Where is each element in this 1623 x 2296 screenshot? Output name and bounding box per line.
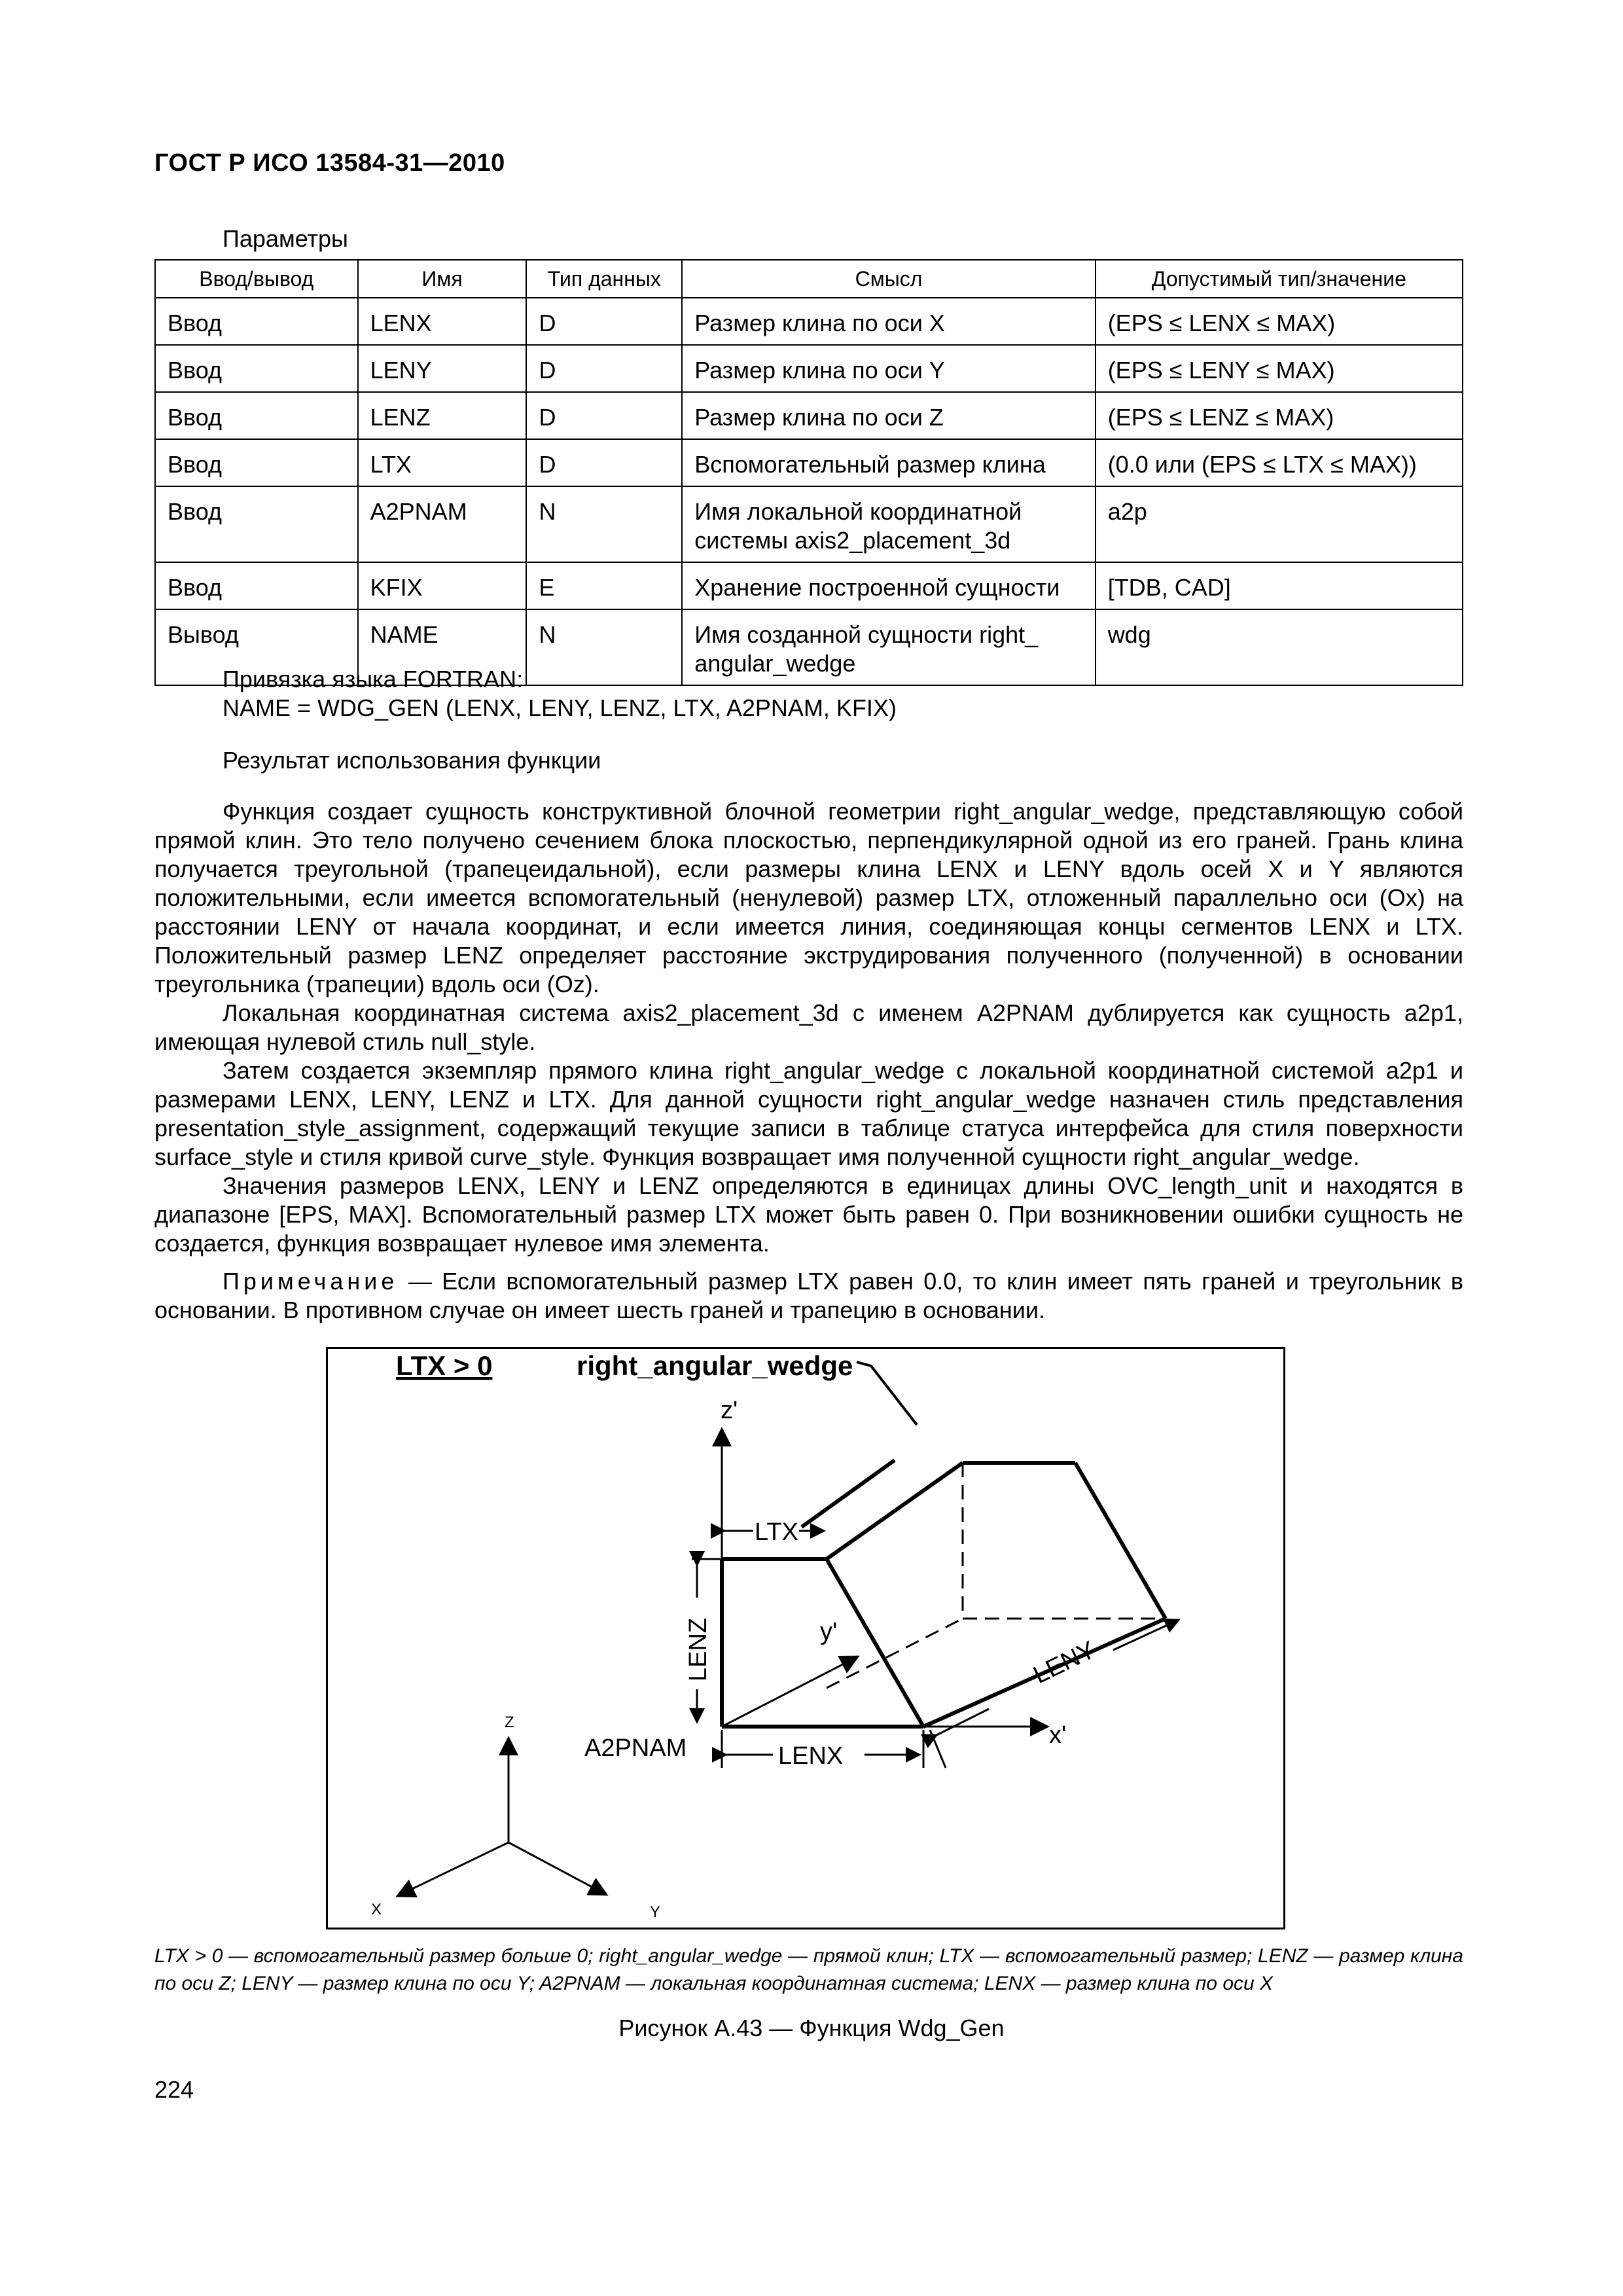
- table-header-cell: Смысл: [682, 260, 1095, 298]
- table-cell: (EPS ≤ LENZ ≤ MAX): [1096, 392, 1463, 439]
- table-header-row: [155, 260, 1463, 298]
- table-cell: N: [526, 609, 682, 685]
- wedge-figure: [326, 1347, 1285, 1929]
- table-cell: Имя созданной сущности right_ angular_wedge: [682, 609, 1095, 685]
- table-cell: Ввод: [155, 392, 358, 439]
- fortran-code: NAME = WDG_GEN (LENX, LENY, LENZ, LTX, A2PNAM, KFIX): [223, 694, 897, 721]
- leny-dimension-line-upper: [1113, 1620, 1179, 1650]
- figure-title-left: LTX > 0: [396, 1350, 493, 1381]
- table-cell: LENY: [358, 345, 527, 392]
- z-prime-label: z': [721, 1397, 738, 1424]
- table-cell: N: [526, 486, 682, 562]
- note: [154, 1267, 1463, 1325]
- table-cell: [TDB, CAD]: [1096, 562, 1463, 609]
- y-prime-axis: [722, 1657, 858, 1727]
- table-header-cell: Тип данных: [526, 260, 682, 298]
- page-number: 224: [154, 2076, 194, 2103]
- parameters-table: [154, 259, 1463, 686]
- table-header-cell: Допустимый тип/значение: [1096, 260, 1463, 298]
- table-cell: a2p: [1096, 486, 1463, 562]
- global-x-label: X: [371, 1901, 382, 1918]
- y-prime-label: y': [820, 1618, 838, 1645]
- a2pnam-label: A2PNAM: [584, 1734, 687, 1762]
- leny-label: LENY: [1029, 1636, 1100, 1690]
- global-x-axis: [397, 1842, 508, 1896]
- table-row: [155, 298, 1463, 345]
- table-cell: Ввод: [155, 562, 358, 609]
- global-y-label: Y: [650, 1903, 661, 1921]
- note-text: — Если вспомогательный размер LTX равен 0.0, то клин имеет пять граней и треугольник в основании. В противном случае он имеет шесть граней и трапецию в основании.: [154, 1268, 1463, 1323]
- table-cell: LENX: [358, 298, 527, 345]
- leny-dimension-line-lower: [936, 1709, 989, 1735]
- wedge-solid-edges: [722, 1460, 1166, 1727]
- global-z-label: Z: [505, 1713, 514, 1731]
- table-row: [155, 392, 1463, 439]
- table-cell: Ввод: [155, 486, 358, 562]
- fortran-label: Привязка языка FORTRAN:: [223, 666, 524, 692]
- x-prime-label: x': [1049, 1721, 1067, 1749]
- table-header-cell: Имя: [358, 260, 527, 298]
- ltx-label: LTX: [755, 1518, 798, 1546]
- figure-title-right: right_angular_wedge: [577, 1350, 853, 1381]
- table-cell: Размер клина по оси Y: [682, 345, 1095, 392]
- table-cell: D: [526, 392, 682, 439]
- table-cell: (EPS ≤ LENY ≤ MAX): [1096, 345, 1463, 392]
- wedge-hidden-edges: [827, 1463, 1166, 1688]
- table-row: [155, 345, 1463, 392]
- table-cell: Ввод: [155, 345, 358, 392]
- description: [154, 797, 1463, 1258]
- parameters-label: Параметры: [223, 225, 348, 252]
- table-cell: (0.0 или (EPS ≤ LTX ≤ MAX)): [1096, 439, 1463, 486]
- table-row: [155, 562, 1463, 609]
- paragraph-4: Значения размеров LENX, LENY и LENZ определяются в единицах длины OVC_length_unit и находятся в диапазоне [EPS, MAX]. Вспомогательный размер LTX может быть равен 0. При возникновении ошибки сущность не создается, функция возвращает нулевое имя элемента.: [154, 1172, 1463, 1257]
- leny-ext-lower: [930, 1730, 946, 1768]
- table-cell: Размер клина по оси Z: [682, 392, 1095, 439]
- title-leader-line: [857, 1362, 917, 1425]
- table-cell: (EPS ≤ LENX ≤ MAX): [1096, 298, 1463, 345]
- table-cell: LTX: [358, 439, 527, 486]
- table-cell: E: [526, 562, 682, 609]
- lenx-label: LENX: [778, 1742, 844, 1770]
- table-cell: Ввод: [155, 439, 358, 486]
- table-cell: Размер клина по оси X: [682, 298, 1095, 345]
- global-y-axis: [508, 1842, 607, 1895]
- table-cell: KFIX: [358, 562, 527, 609]
- figure-caption: LTX > 0 — вспомогательный размер больше 0; right_angular_wedge — прямой клин; LTX — вспомогательный размер; LENZ — размер клина по оси Z; LENY — размер клина по оси Y; A2PNAM — локальная координатная система; LENX — размер клина по оси X: [154, 1945, 1463, 1994]
- document-header: ГОСТ Р ИСО 13584-31—2010: [154, 149, 505, 177]
- table-cell: D: [526, 439, 682, 486]
- table-cell: NAME: [358, 609, 527, 685]
- table-cell: D: [526, 298, 682, 345]
- table-cell: Вывод: [155, 609, 358, 685]
- table-row: [155, 486, 1463, 562]
- note-label: Примечание: [223, 1268, 399, 1295]
- table-cell: Хранение построенной сущности: [682, 562, 1095, 609]
- paragraph-1: Функция создает сущность конструктивной блочной геометрии right_angular_wedge, представляющую собой прямой клин. Это тело получено сечением блока плоскостью, перпендикулярной одной из его граней. Грань клина получается треугольной (трапецеидальной), если размеры клина LENX и LENY вдоль осей X и Y являются положительными, если имеется вспомогательный (ненулевой) размер LTX, отложенный параллельно оси (Ox) на расстоянии LENY от начала координат, и если имеется линия, соединяющая концы сегментов LENX и LTX. Положительный размер LENZ определяет расстояние экструдирования полученного (полученной) в основании треугольника (трапеции) вдоль оси (Oz).: [154, 798, 1463, 997]
- table-cell: Вспомогательный размер клина: [682, 439, 1095, 486]
- table-cell: LENZ: [358, 392, 527, 439]
- table-cell: wdg: [1096, 609, 1463, 685]
- paragraph-3: Затем создается экземпляр прямого клина right_angular_wedge с локальной координатной системой a2p1 и размерами LENX, LENY, LENZ и LTX. Для данной сущности right_angular_wedge назначен стиль представления presentation_style_assignment, содержащий текущие записи в таблице статуса интерфейса для стиля поверхности surface_style и стиля кривой curve_style. Функция возвращает имя полученной сущности right_angular_wedge.: [154, 1057, 1463, 1170]
- figure-title: Рисунок A.43 — Функция Wdg_Gen: [618, 2015, 1005, 2041]
- table-cell: A2PNAM: [358, 486, 527, 562]
- paragraph-2: Локальная координатная система axis2_placement_3d с именем A2PNAM дублируется как сущность a2p1, имеющая нулевой стиль null_style.: [154, 999, 1463, 1055]
- result-label: Результат использования функции: [223, 747, 601, 774]
- table-header-cell: Ввод/вывод: [155, 260, 358, 298]
- table-cell: Ввод: [155, 298, 358, 345]
- lenz-label: LENZ: [685, 1617, 712, 1681]
- table-cell: Имя локальной координатной системы axis2_placement_3d: [682, 486, 1095, 562]
- table-cell: D: [526, 345, 682, 392]
- table-row: [155, 439, 1463, 486]
- wedge-diagram: [328, 1349, 1283, 1928]
